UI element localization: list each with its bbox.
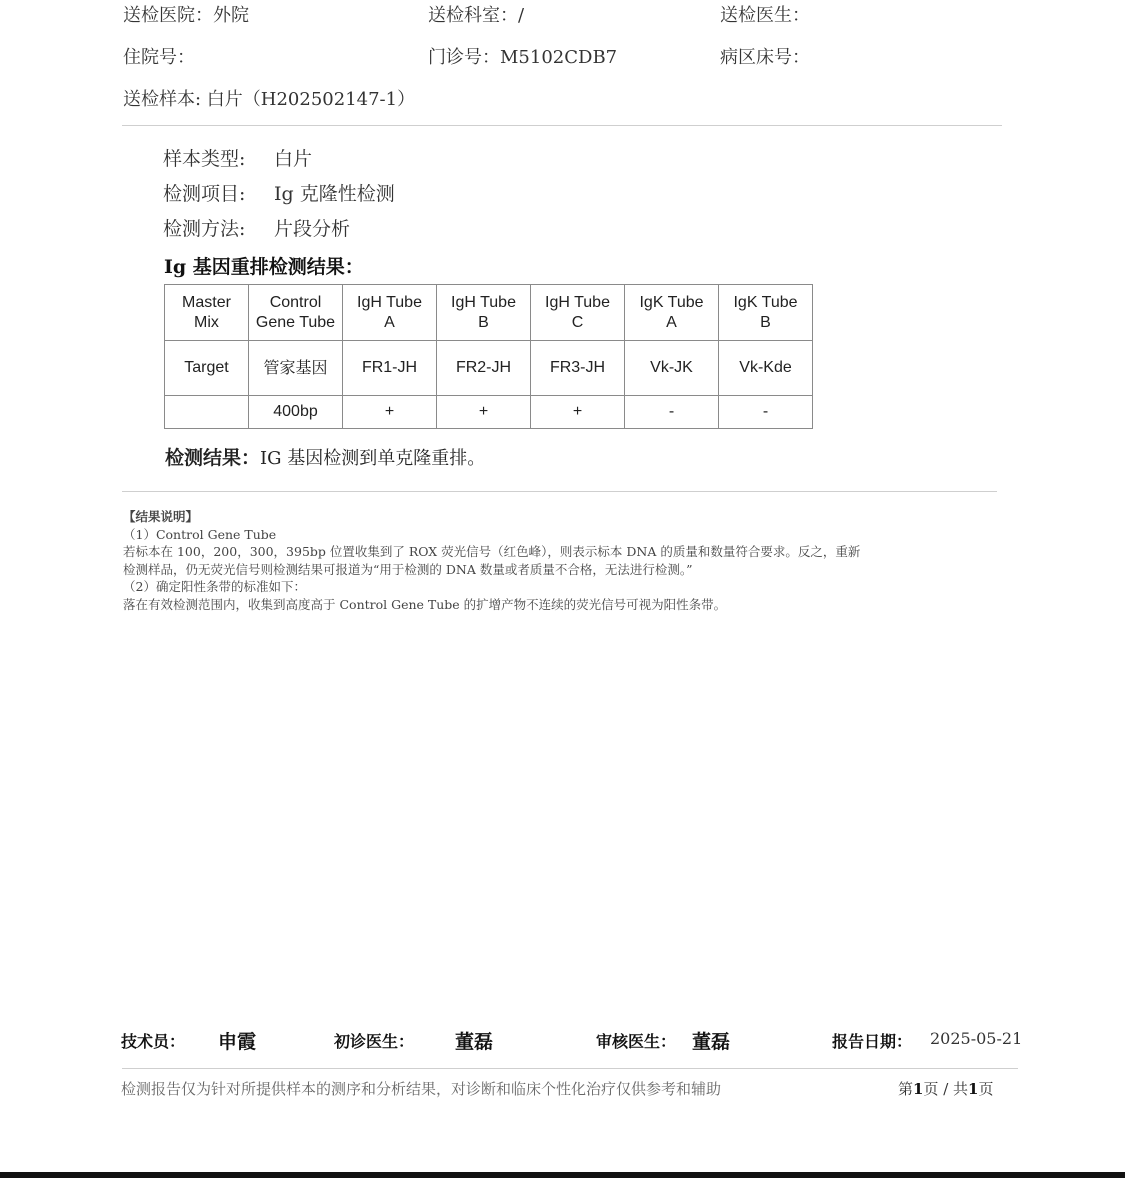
notes-line: （1）Control Gene Tube: [123, 526, 277, 542]
table-cell: +: [437, 396, 531, 429]
table-cell: Target: [165, 341, 249, 396]
result-table: [164, 284, 813, 429]
table-cell: [625, 285, 719, 341]
hospital-field: 送检医院：外院: [123, 5, 249, 26]
notes-title: 【结果说明】: [123, 509, 199, 524]
conclusion: [165, 443, 485, 470]
table-cell: -: [719, 396, 813, 429]
report-date-value: 2025-05-21: [930, 1029, 1023, 1048]
test-item-label: 检测项目:: [163, 183, 246, 205]
table-cell: 400bp: [249, 396, 343, 429]
table-cell: FR1-JH: [343, 341, 437, 396]
table-cell: +: [343, 396, 437, 429]
review-doctor-label: 审核医生：: [596, 1032, 677, 1051]
sample-type-value: 白片: [274, 148, 313, 170]
page-total: 1: [968, 1080, 979, 1098]
conclusion-text: IG 基因检测到单克隆重排。: [260, 448, 486, 469]
department-field: 送检科室：/: [428, 5, 525, 26]
table-row: [165, 341, 813, 396]
cell-text: Master Mix: [182, 293, 231, 331]
cell-text: IgH Tube A: [357, 293, 422, 331]
page-info: [898, 1078, 994, 1099]
page-suffix: 页: [978, 1080, 994, 1098]
table-cell: [165, 285, 249, 341]
test-item-value: Ig 克隆性检测: [274, 183, 395, 205]
test-method-value: 片段分析: [274, 218, 351, 240]
technician-label: 技术员：: [121, 1032, 186, 1051]
table-row: [165, 396, 813, 429]
section-title: Ig 基因重排检测结果：: [164, 256, 364, 278]
cell-text: IgK Tube A: [639, 293, 704, 331]
header-divider: [122, 125, 1002, 126]
initial-doctor-label: 初诊医生：: [334, 1032, 415, 1051]
disclaimer: 检测报告仅为针对所提供样本的测序和分析结果，对诊断和临床个性化治疗仅供参考和辅助: [121, 1080, 722, 1098]
bottom-edge-bar: [0, 1172, 1125, 1178]
notes-block: [123, 508, 860, 613]
doctor-field: 送检医生：: [720, 5, 810, 26]
table-cell: -: [625, 396, 719, 429]
page-current: 1: [913, 1080, 924, 1098]
table-cell: [165, 396, 249, 429]
table-cell: [719, 285, 813, 341]
cell-text: IgK Tube B: [733, 293, 798, 331]
inpatient-no-field: 住院号：: [123, 47, 195, 68]
notes-line: 检测样品，仍无荧光信号则检测结果可报道为“用于检测的 DNA 数量或者质量不合格，无法进行检测。”: [123, 561, 693, 577]
initial-doctor-name: 董磊: [455, 1031, 494, 1053]
table-cell: Vk-JK: [625, 341, 719, 396]
table-cell: +: [531, 396, 625, 429]
ward-bed-field: 病区床号：: [720, 47, 810, 68]
notes-line: 落在有效检测范围内，收集到高度高于 Control Gene Tube 的扩增产物不连续的荧光信号可视为阳性条带。: [123, 596, 727, 612]
page-mid: 页 / 共: [923, 1080, 969, 1098]
table-cell: [249, 285, 343, 341]
page-prefix: 第: [898, 1080, 914, 1098]
table-cell: [531, 285, 625, 341]
table-cell: 管家基因: [249, 341, 343, 396]
sample-field: 送检样本: 白片（H202502147-1）: [123, 89, 416, 110]
table-header-row: [165, 285, 813, 341]
test-method-label: 检测方法:: [163, 218, 246, 240]
table-cell: FR3-JH: [531, 341, 625, 396]
table-cell: FR2-JH: [437, 341, 531, 396]
technician-name: 申霞: [218, 1031, 257, 1053]
footer-divider: [122, 1068, 1018, 1069]
outpatient-no-field: 门诊号：M5102CDB7: [428, 47, 618, 68]
conclusion-label: 检测结果：: [165, 447, 261, 469]
table-cell: Vk-Kde: [719, 341, 813, 396]
table-cell: [343, 285, 437, 341]
report-date-label: 报告日期：: [832, 1032, 913, 1051]
notes-line: 若标本在 100，200，300，395bp 位置收集到了 ROX 荧光信号（红色峰），则表示标本 DNA 的质量和数量符合要求。反之，重新: [123, 544, 861, 559]
cell-text: IgH Tube C: [545, 293, 610, 331]
review-doctor-name: 董磊: [692, 1031, 731, 1053]
table-cell: [437, 285, 531, 341]
sample-type-label: 样本类型:: [163, 148, 246, 170]
cell-text: Control Gene Tube: [255, 293, 336, 331]
notes-line: （2）确定阳性条带的标准如下：: [123, 579, 306, 594]
cell-text: IgH Tube B: [451, 293, 516, 331]
conclusion-divider: [122, 491, 997, 492]
